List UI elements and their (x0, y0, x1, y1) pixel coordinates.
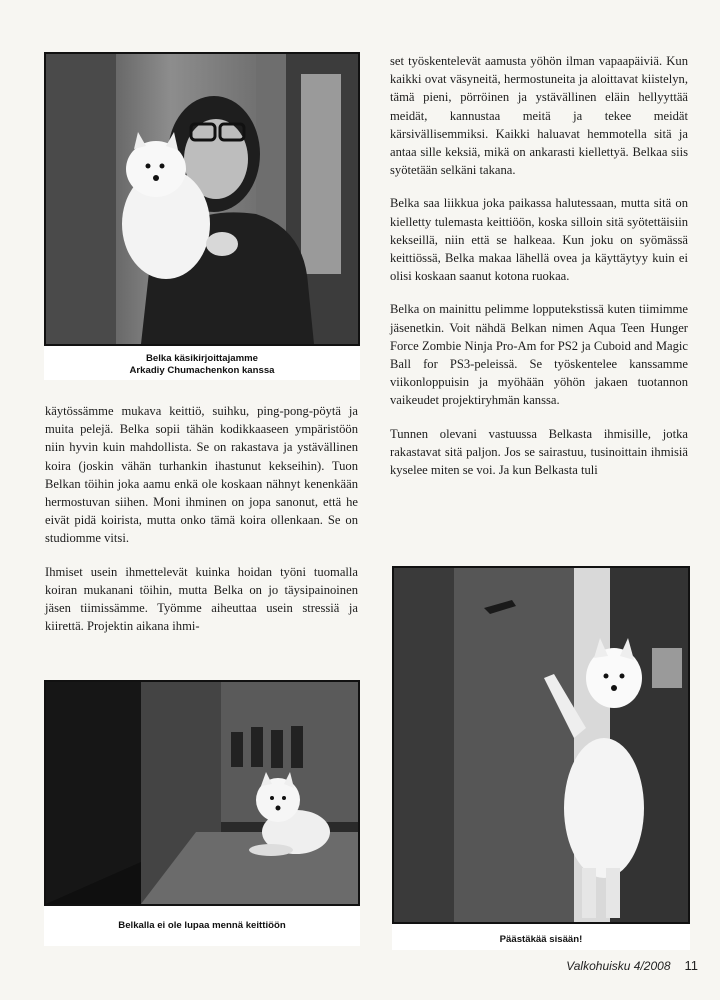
paragraph: Ihmiset usein ihmettelevät kuinka hoidan työni tuomalla koiran mukanani töihin, mutta Belka on jo täysipainoinen jäsen tiimissämme. Työmme aiheuttaa usein stressiä ja kiirettä. Projektin aikana ihmi- (45, 564, 358, 634)
paragraph: käytössämme mukava keittiö, suihku, ping-pong-pöytä ja muita pelejä. Belka sopii tähän kodikkaaseen ympäristöön niin hyvin kuin mahdollista. Se on rakastava ja ystävällinen koira (joskin vähän turhankin ihastunut kekseihin). Tuon Belkan töihin joka aamu enkä ole koskaan nähnyt kenenkään hermostuvan siihen. Moni ihminen on jopa sanonut, että he eivät pidä koirista, mutta onko tämä koira ollenkaan. Se on studiomme vitsi. (45, 404, 358, 546)
paragraph: Tunnen olevani vastuussa Belkasta ihmisille, jotka rakastavat sitä paljon. Jos se sairastuu, tusinoittain ihmisiä kyselee miten se voi. Ja kun Belkasta tuli (390, 426, 688, 478)
photo-belka-with-writer (44, 52, 360, 346)
figure-caption: Belkalla ei ole lupaa mennä keittiöön (118, 920, 286, 931)
photo-belka-hallway (44, 680, 360, 906)
photo-belka-at-door (392, 566, 690, 924)
figure-caption: Päästäkää sisään! (499, 934, 583, 945)
figure-caption (44, 353, 360, 377)
magazine-issue: Valkohuisku 4/2008 (566, 959, 671, 973)
figure-belka-at-door (392, 566, 690, 950)
page-number: 11 (684, 958, 698, 973)
paragraph: Belka saa liikkua joka paikassa halutessaan, mutta sitä on kielletty tulemasta keittiöön, koska silloin sitä syötettäisiin kekseillä, niin että se halkeaa. Kun joku on syömässä keittiössä, Belka makaa lähellä ovea ja käyttäytyy kuin ei olisi koskaan saanut kotona ruokaa. (390, 196, 688, 284)
right-text-column (390, 52, 688, 479)
page-footer (566, 958, 698, 973)
paragraph: set työskentelevät aamusta yöhön ilman vapaapäiviä. Kun kaikki ovat väsyneitä, hermostuneita ja aloittavat kiistelyn, tämä pieni, pörröinen ja ystävällinen eläin hellyyttää meidät, kannustaa meitä ja tekee meidät kärsivällisemmiksi. Kaikki haluavat hemmotella sitä ja antaa sille keksiä, mikä on ankarasti kiellettyä. Belkaa siis syötetään selkäni takana. (390, 54, 688, 178)
figure-belka-hallway (44, 680, 360, 946)
left-text-column (45, 402, 358, 635)
caption-line-2: Arkadiy Chumachenkon kanssa (129, 365, 275, 376)
paragraph: Belka on mainittu pelimme lopputekstissä kuten tiimimme jäsenetkin. Voit nähdä Belkan nimen Aqua Teen Hunger Force Zombie Ninja Pro-Am for PS2 ja Cuboid and Magic Ball for PS3-peleissä. Se työskentelee kanssamme viikonloppuisin ja myöhään yöhön jakaen tuotannon vaikeudet projektiryhmän kanssa. (390, 302, 688, 408)
figure-belka-with-writer (44, 52, 360, 380)
caption-line-1: Belka käsikirjoittajamme (146, 353, 258, 364)
